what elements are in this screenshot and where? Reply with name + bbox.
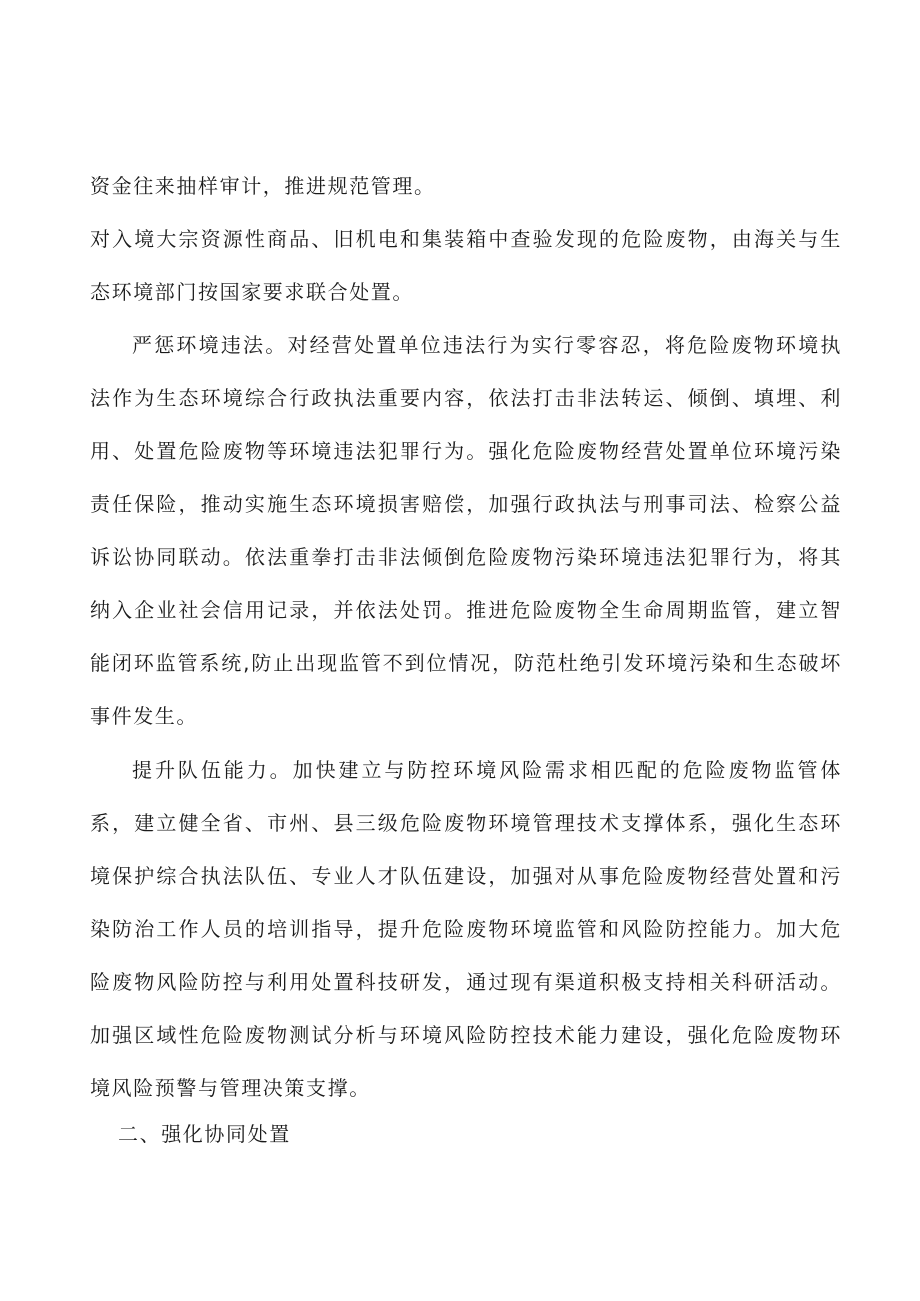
paragraph-punish-violations: 严惩环境违法。对经营处置单位违法行为实行零容忍，将危险废物环境执法作为生态环境综合行政执法重要内容，依法打击非法转运、倾倒、填埋、利用、处置危险废物等环境违法犯罪行为。强化危险废物经营处置单位环境污染责任保险，推动实施生态环境损害赔偿，加强行政执法与刑事司法、检察公益诉讼协同联动。依法重拳打击非法倾倒危险废物污染环境违法犯罪行为，将其纳入企业社会信用记录，并依法处罚。推进危险废物全生命周期监管，建立智能闭环监管系统,防止出现监管不到位情况，防范杜绝引发环境污染和生态破坏事件发生。 <box>90 333 842 728</box>
paragraph-customs-disposal: 对入境大宗资源性商品、旧机电和集装箱中查验发现的危险废物，由海关与生态环境部门按国家要求联合处置。 <box>90 227 842 304</box>
section-heading: 二、强化协同处置 <box>118 1122 291 1146</box>
paragraph-continuation: 资金往来抽样审计，推进规范管理。 <box>90 174 436 198</box>
paragraph-team-capacity: 提升队伍能力。加快建立与防控环境风险需求相匹配的危险废物监管体系，建立健全省、市州、县三级危险废物环境管理技术支撑体系，强化生态环境保护综合执法队伍、专业人才队伍建设，加强对从事危险废物经营处置和污染防治工作人员的培训指导，提升危险废物环境监管和风险防控能力。加大危险废物风险防控与利用处置科技研发，通过现有渠道积极支持相关科研活动。加强区域性危险废物测试分析与环境风险防控技术能力建设，强化危险废物环境风险预警与管理决策支撑。 <box>90 758 842 1100</box>
